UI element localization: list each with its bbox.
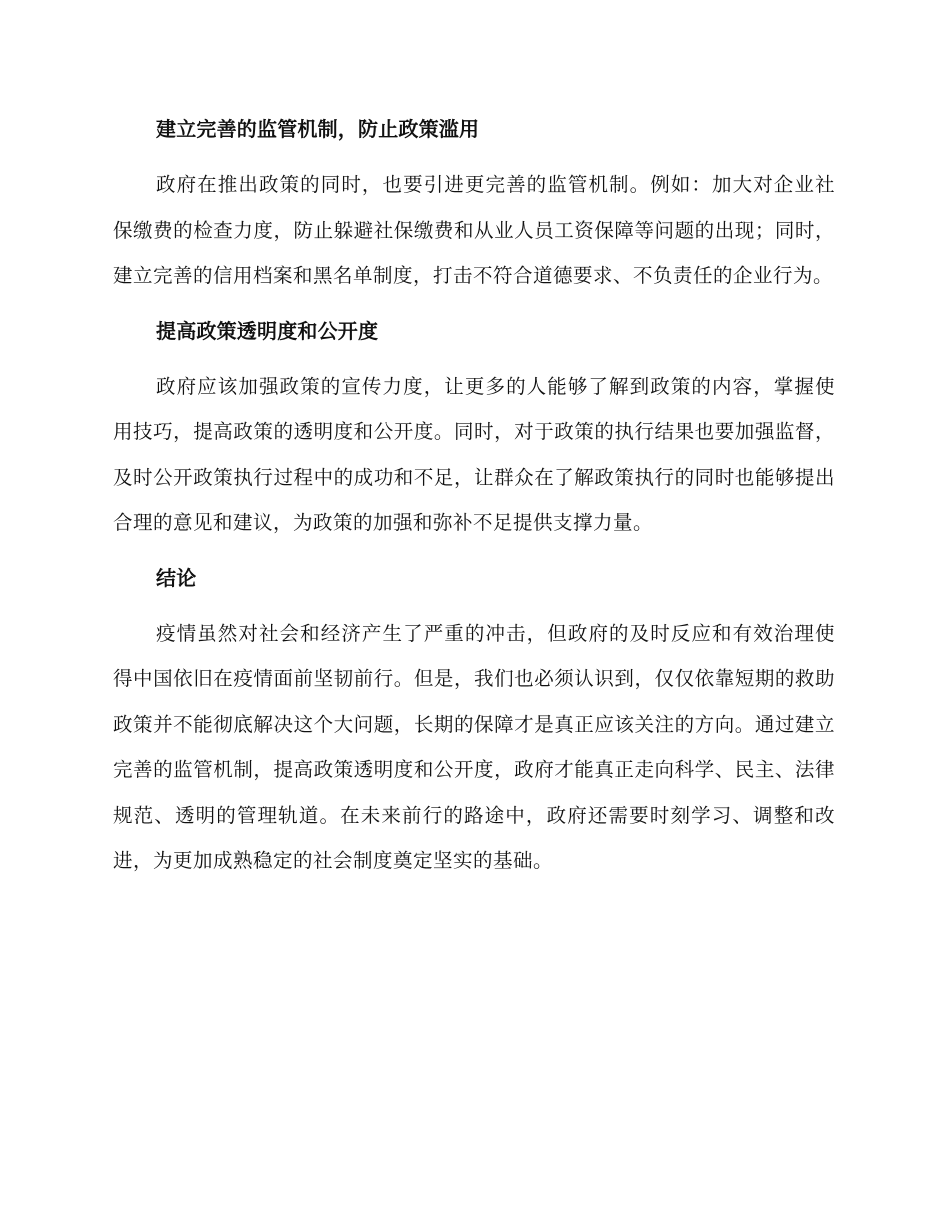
section-paragraph-conclusion: 疫情虽然对社会和经济产生了严重的冲击，但政府的及时反应和有效治理使得中国依旧在疫情面前坚韧前行。但是，我们也必须认识到，仅仅依靠短期的救助政策并不能彻底解决这个大问题，长期的保障才是真正应该关注的方向。通过建立完善的监管机制，提高政策透明度和公开度，政府才能真正走向科学、民主、法律规范、透明的管理轨道。在未来前行的路途中，政府还需要时刻学习、调整和改进，为更加成熟稳定的社会制度奠定坚实的基础。 [113, 621, 835, 872]
section-heading-supervision: 建立完善的监管机制，防止政策滥用 [156, 117, 480, 141]
section-paragraph-supervision: 政府在推出政策的同时，也要引进更完善的监管机制。例如：加大对企业社保缴费的检查力度，防止躲避社保缴费和从业人员工资保障等问题的出现；同时，建立完善的信用档案和黑名单制度，打击不符合道德要求、不负责任的企业行为。 [113, 173, 835, 287]
section-heading-conclusion: 结论 [156, 565, 197, 590]
document-body [113, 112, 835, 884]
section-paragraph-transparency: 政府应该加强政策的宣传力度，让更多的人能够了解到政策的内容，掌握使用技巧，提高政策的透明度和公开度。同时，对于政策的执行结果也要加强监督，及时公开政策执行过程中的成功和不足，让群众在了解政策执行的同时也能够提出合理的意见和建议，为政策的加强和弥补不足提供支撑力量。 [113, 374, 835, 534]
section-heading-transparency: 提高政策透明度和公开度 [156, 318, 379, 343]
